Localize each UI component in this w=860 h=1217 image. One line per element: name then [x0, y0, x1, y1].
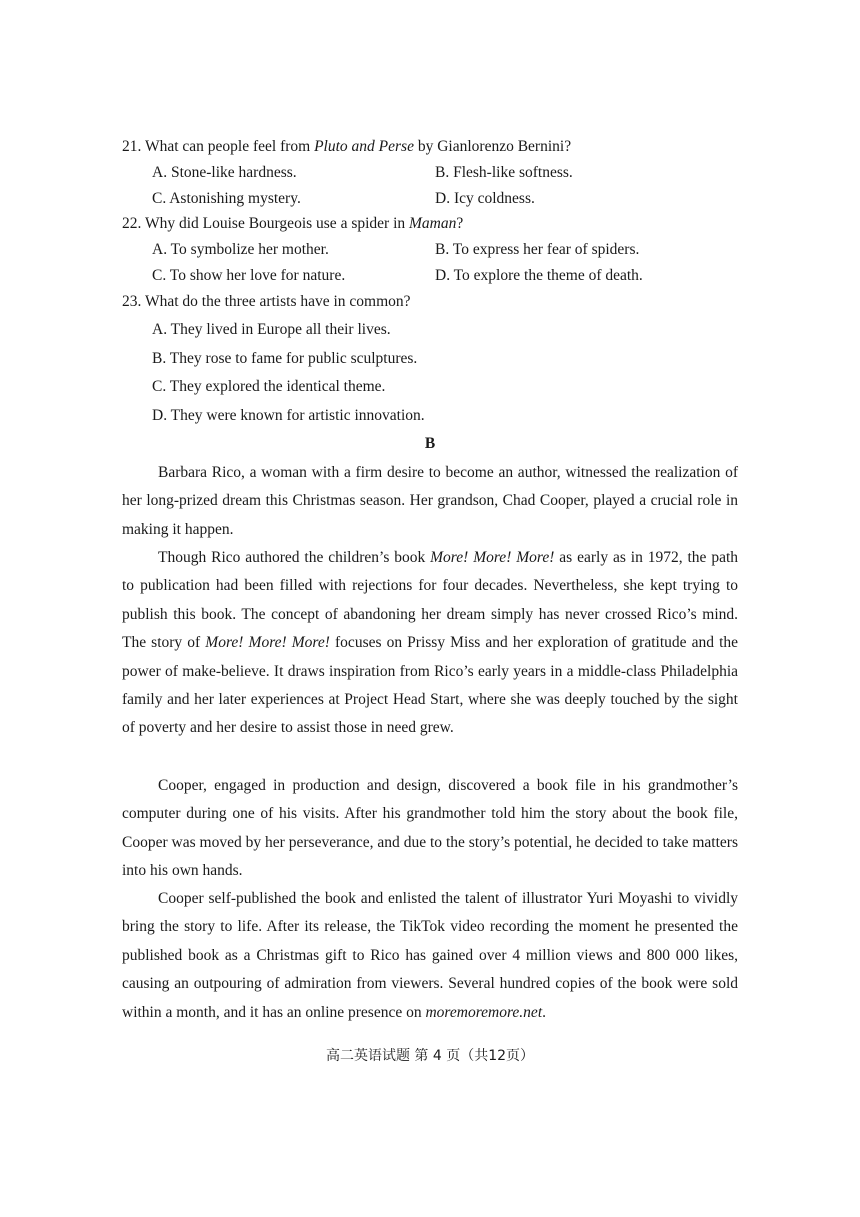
paragraph-text: as early as in 1972, the path to publication had been filled with rejections for four decades. Nevertheless, she kept trying to publish this book. The concept of abandoning her dream simply has never crossed Rico’s mind. The story of — [122, 549, 739, 652]
question-22-option-b: B. To express her fear of spiders. — [435, 241, 640, 258]
passage-paragraph-4 — [122, 885, 738, 1027]
paragraph-text: Cooper self-published the book and enlisted the talent of illustrator Yuri Moyashi to vividly bring the story to life. After its release, the TikTok video recording the moment he presented the published book as a Christmas gift to Rico has gained over 4 million views and 800 000 likes, causing an outpouring of admiration from viewers. Several hundred copies of the book were sold within a month, and it has an online presence on — [122, 890, 738, 1021]
paragraph-text: Though Rico authored the children’s book — [158, 549, 431, 566]
question-22-stem — [122, 214, 742, 234]
question-21-option-c: C. Astonishing mystery. — [152, 190, 301, 207]
artwork-title: Pluto and Perse — [314, 138, 414, 155]
passage-paragraph-3: Cooper, engaged in production and design, discovered a book file in his grandmother’s computer during one of his visits. After his grandmother told him the story about the book file, Cooper was moved by her perseverance, and due to the story’s potential, he decided to take matters into his own hands. — [122, 777, 738, 880]
passage-paragraph-2 — [122, 544, 738, 743]
question-23-option-a: A. They lived in Europe all their lives. — [152, 321, 391, 338]
artwork-title: Maman — [409, 215, 457, 232]
page-footer: 高二英语试题 第 4 页（共12页） — [325, 1048, 535, 1064]
passage-paragraph-1: Barbara Rico, a woman with a firm desire to become an author, witnessed the realization of her long-prized dream this Christmas season. Her grandson, Chad Cooper, played a crucial role in making it happen. — [122, 464, 738, 538]
book-title: More! More! More! — [430, 549, 555, 566]
section-heading: B — [424, 435, 436, 452]
question-23-option-c: C. They explored the identical theme. — [152, 378, 386, 395]
question-22-option-c: C. To show her love for nature. — [152, 267, 346, 284]
question-22-option-d: D. To explore the theme of death. — [435, 267, 643, 284]
paragraph-text: focuses on Prissy Miss and her exploration of gratitude and the power of make-believe. It draws inspiration from Rico’s early years in a middle-class Philadelphia family and her later experiences at Project Head Start, where she was deeply touched by the sight of poverty and her desire to assist those in need grew. — [122, 634, 739, 737]
stem-text: 23. What do the three artists have in common? — [122, 293, 411, 310]
question-23-option-d: D. They were known for artistic innovation. — [152, 407, 425, 424]
stem-text: 22. Why did Louise Bourgeois use a spider in — [122, 215, 410, 232]
question-21-option-b: B. Flesh-like softness. — [435, 164, 573, 181]
book-title: More! More! More! — [205, 634, 330, 652]
stem-text: by Gianlorenzo Bernini? — [413, 138, 572, 155]
question-22-option-a: A. To symbolize her mother. — [152, 241, 329, 258]
question-23-stem — [122, 292, 742, 312]
question-21-stem — [122, 137, 742, 157]
stem-text: ? — [456, 215, 464, 232]
question-21-option-a: A. Stone-like hardness. — [152, 164, 297, 181]
question-21-option-d: D. Icy coldness. — [435, 190, 535, 207]
paragraph-text: . — [542, 1003, 546, 1021]
website-url: moremoremore.net — [425, 1003, 543, 1021]
stem-text: 21. What can people feel from — [122, 138, 315, 155]
question-23-option-b: B. They rose to fame for public sculptures. — [152, 350, 418, 367]
